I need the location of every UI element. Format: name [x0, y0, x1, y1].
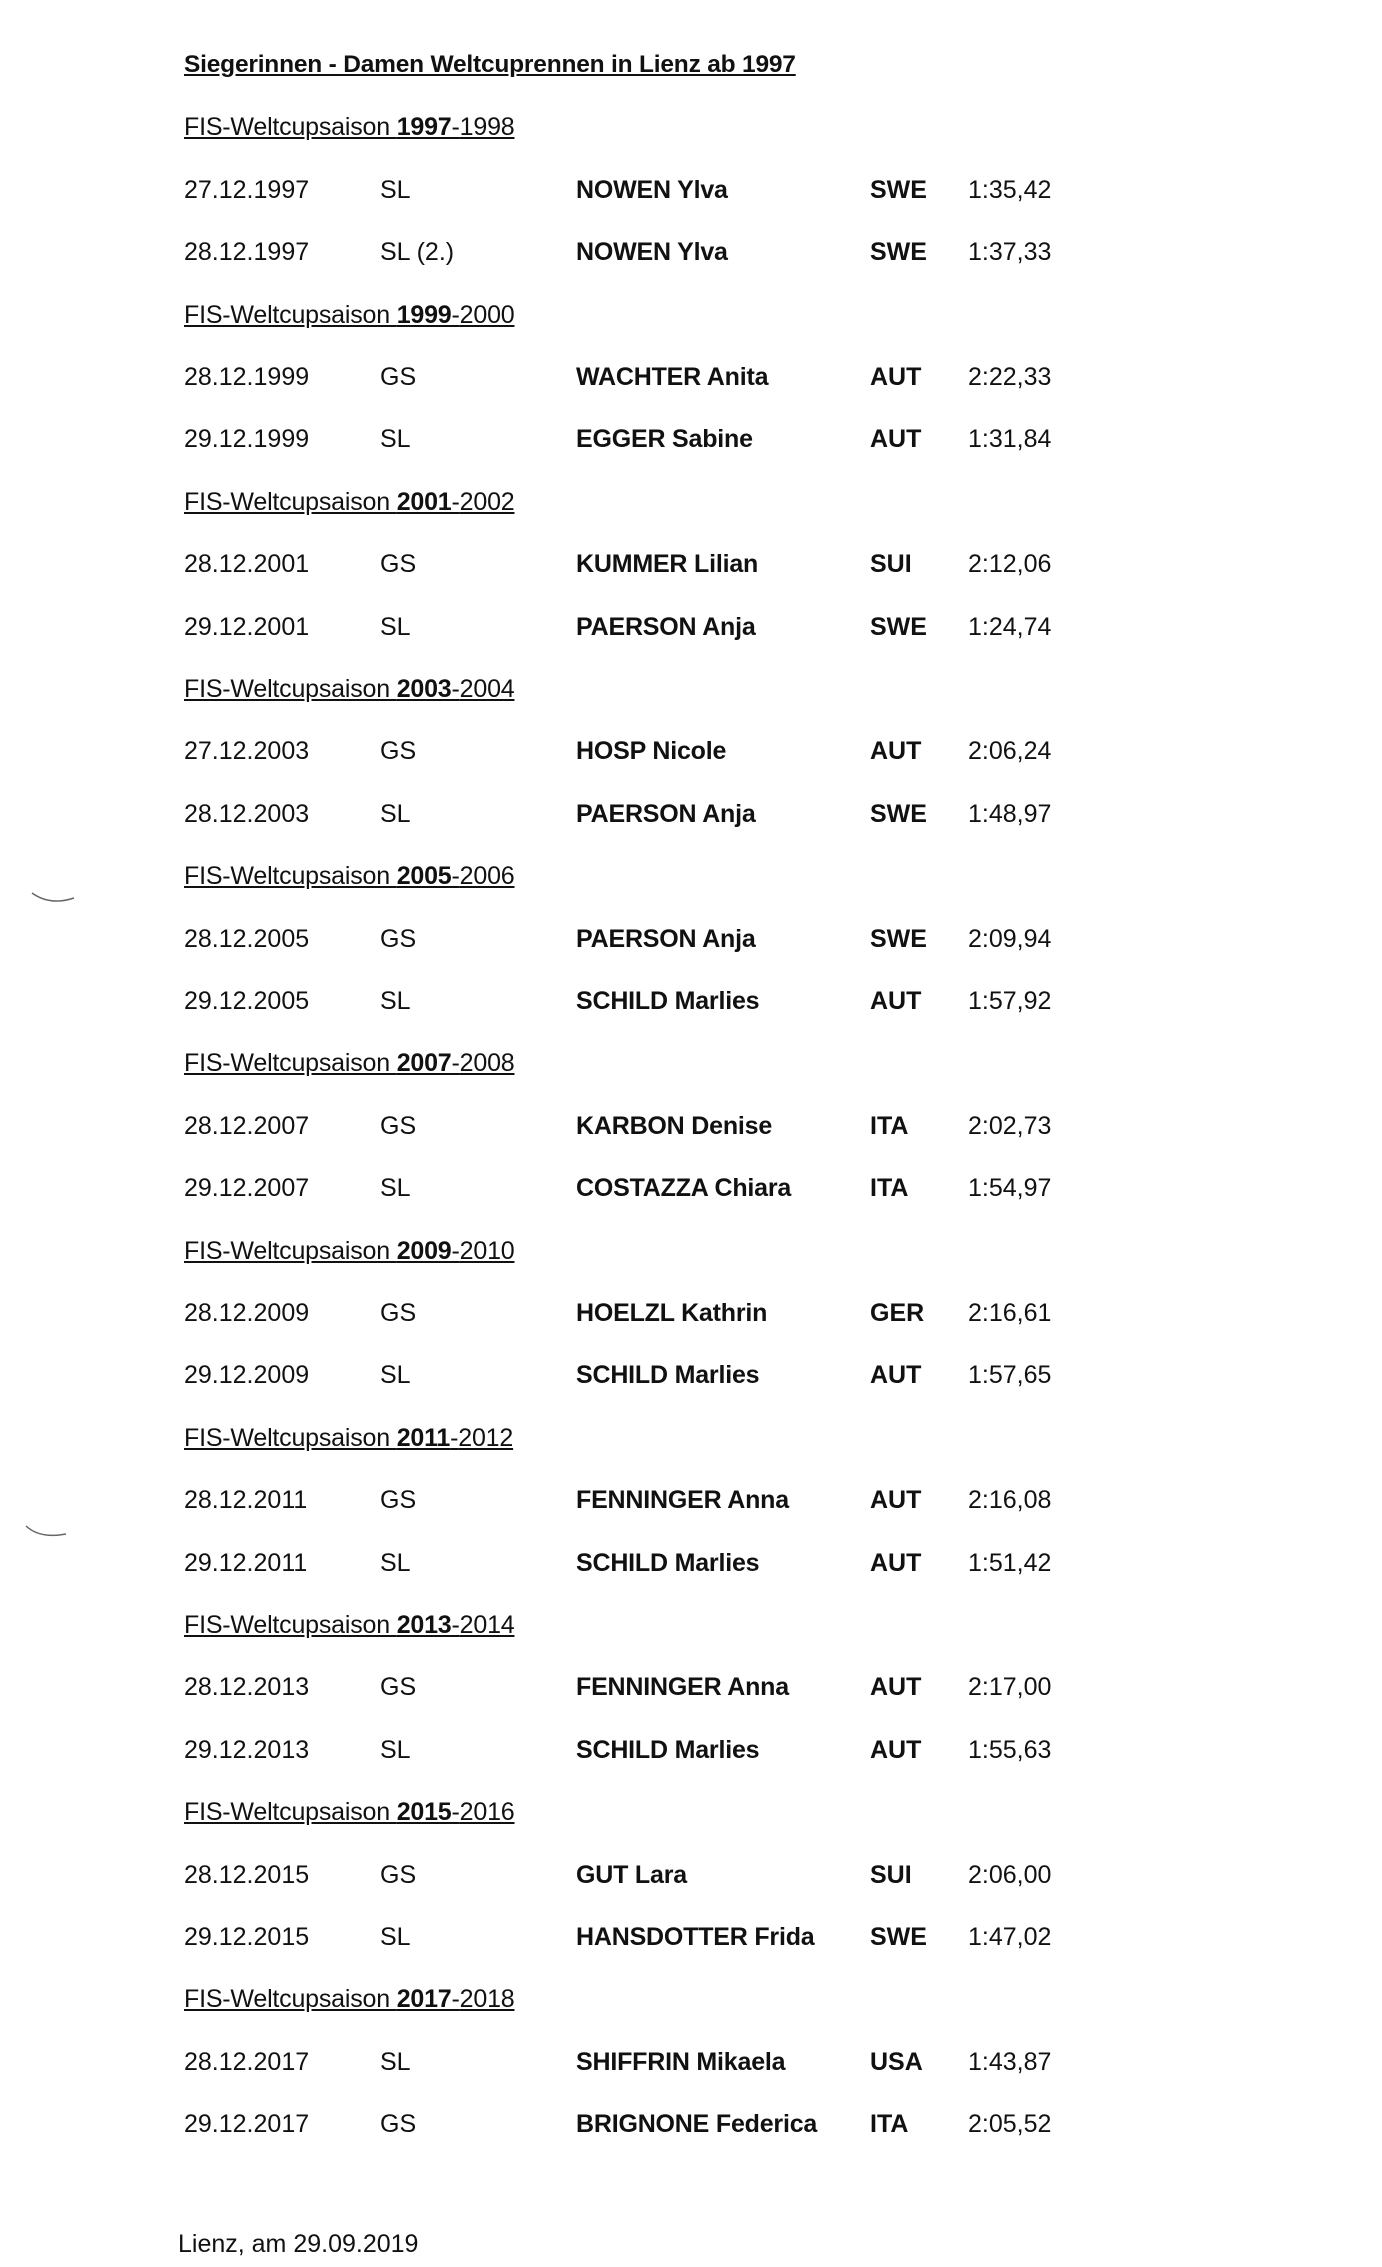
- race-discipline: GS: [380, 363, 417, 391]
- winner-nation: AUT: [870, 1486, 922, 1515]
- result-row: [0, 159, 1382, 221]
- race-date: 29.12.2011: [184, 1548, 308, 1577]
- season-year-start: 2009: [396, 1236, 452, 1265]
- season-separator: -: [451, 1049, 460, 1078]
- race-date: 29.12.1999: [184, 425, 310, 454]
- season-heading: [184, 96, 514, 158]
- winner-name: KARBON Denise: [576, 1111, 773, 1140]
- season-year-start: 2003: [396, 675, 452, 703]
- race-discipline: SL (2.): [380, 238, 455, 267]
- race-discipline: SL: [380, 1923, 411, 1951]
- season-separator: -: [451, 487, 460, 516]
- winner-name: SCHILD Marlies: [576, 1735, 760, 1764]
- race-date: 29.12.2007: [184, 1174, 310, 1203]
- result-row: [0, 533, 1382, 595]
- season-year-end: 2008: [459, 1049, 515, 1078]
- winner-nation: AUT: [870, 1735, 922, 1764]
- winner-nation: SWE: [870, 799, 927, 828]
- winning-time: 1:31,84: [968, 425, 1052, 454]
- season-year-end: 2004: [459, 675, 515, 703]
- winner-name: HOSP Nicole: [576, 737, 727, 766]
- result-row: [0, 720, 1382, 782]
- race-discipline: GS: [380, 1486, 417, 1515]
- season-year-start: 2011: [396, 1423, 451, 1452]
- race-discipline: GS: [380, 1111, 417, 1140]
- season-year-end: 2018: [459, 1985, 515, 2014]
- winning-time: 1:54,97: [968, 1174, 1052, 1203]
- result-row: [0, 1656, 1382, 1718]
- race-discipline: SL: [380, 1361, 411, 1390]
- result-row: [0, 346, 1382, 408]
- winner-nation: AUT: [870, 1548, 922, 1577]
- race-date: 28.12.2007: [184, 1111, 310, 1140]
- result-row: [0, 908, 1382, 970]
- race-discipline: GS: [380, 1860, 417, 1889]
- winner-nation: AUT: [870, 737, 922, 766]
- result-row: [0, 221, 1382, 283]
- result-row: [0, 1095, 1382, 1157]
- race-discipline: GS: [380, 550, 417, 579]
- race-discipline: SL: [380, 1735, 411, 1764]
- document-title: Siegerinnen - Damen Weltcuprennen in Lienz ab 1997: [184, 51, 796, 78]
- scan-mark: [30, 890, 78, 906]
- race-date: 29.12.2001: [184, 612, 310, 641]
- season-year-end: 2012: [458, 1423, 514, 1452]
- season-separator: -: [451, 1611, 460, 1639]
- season-prefix: FIS-Weltcupsaison: [184, 675, 397, 703]
- winner-name: NOWEN Ylva: [576, 238, 728, 267]
- season-prefix: FIS-Weltcupsaison: [184, 1236, 397, 1265]
- season-year-start: 2015: [396, 1798, 452, 1827]
- season-year-end: 2006: [459, 862, 515, 891]
- result-row: [0, 1844, 1382, 1906]
- result-row: [0, 408, 1382, 470]
- season-year-end: 2002: [459, 487, 515, 516]
- winner-nation: ITA: [870, 1174, 909, 1203]
- season-separator: -: [451, 1985, 460, 2014]
- season-year-start: 1999: [396, 300, 452, 329]
- race-discipline: GS: [380, 1673, 417, 1702]
- winner-nation: SWE: [870, 1923, 927, 1951]
- season-separator: -: [451, 113, 460, 142]
- season-year-start: 2005: [396, 862, 452, 891]
- season-year-end: 2016: [459, 1798, 515, 1827]
- season-separator: -: [451, 862, 460, 891]
- winner-nation: SUI: [870, 1860, 912, 1889]
- race-date: 28.12.1999: [184, 363, 310, 391]
- result-row: [0, 970, 1382, 1032]
- result-row: [0, 1532, 1382, 1594]
- season-prefix: FIS-Weltcupsaison: [184, 1798, 397, 1827]
- winner-nation: USA: [870, 2047, 923, 2076]
- season-heading: [184, 1032, 514, 1094]
- winner-nation: SWE: [870, 612, 927, 641]
- season-prefix: FIS-Weltcupsaison: [184, 1985, 397, 2014]
- winner-name: HOELZL Kathrin: [576, 1299, 768, 1327]
- winning-time: 1:47,02: [968, 1923, 1052, 1951]
- winning-time: 2:12,06: [968, 550, 1052, 579]
- winner-name: EGGER Sabine: [576, 425, 753, 454]
- season-separator: -: [451, 300, 460, 329]
- season-year-start: 1997: [396, 113, 452, 142]
- race-date: 29.12.2013: [184, 1735, 310, 1764]
- race-discipline: SL: [380, 425, 411, 454]
- winning-time: 2:17,00: [968, 1673, 1052, 1702]
- winner-name: SCHILD Marlies: [576, 1361, 760, 1390]
- result-row: [0, 1719, 1382, 1781]
- race-date: 27.12.1997: [184, 175, 310, 204]
- race-discipline: GS: [380, 737, 417, 766]
- winning-time: 2:09,94: [968, 924, 1052, 953]
- race-discipline: GS: [380, 924, 417, 953]
- winning-time: 1:51,42: [968, 1548, 1052, 1577]
- season-heading: [184, 658, 514, 720]
- result-row: [0, 783, 1382, 845]
- race-date: 28.12.2017: [184, 2047, 310, 2076]
- race-discipline: SL: [380, 612, 411, 641]
- winning-time: 2:02,73: [968, 1111, 1052, 1140]
- winner-name: SCHILD Marlies: [576, 987, 760, 1015]
- winning-time: 1:57,92: [968, 987, 1052, 1015]
- season-prefix: FIS-Weltcupsaison: [184, 300, 397, 329]
- race-discipline: SL: [380, 1548, 411, 1577]
- winner-nation: AUT: [870, 1673, 922, 1702]
- winner-name: PAERSON Anja: [576, 924, 756, 953]
- race-date: 28.12.2009: [184, 1299, 310, 1327]
- winner-nation: ITA: [870, 1111, 909, 1140]
- season-heading: [184, 1781, 514, 1843]
- season-year-end: 2000: [459, 300, 515, 329]
- race-date: 27.12.2003: [184, 737, 310, 766]
- winner-nation: SWE: [870, 175, 927, 204]
- season-prefix: FIS-Weltcupsaison: [184, 113, 397, 142]
- season-heading: [184, 1968, 514, 2030]
- winner-name: BRIGNONE Federica: [576, 2110, 818, 2139]
- race-discipline: GS: [380, 2110, 417, 2139]
- race-date: 29.12.2015: [184, 1923, 310, 1951]
- season-year-end: 2014: [459, 1611, 515, 1639]
- race-discipline: SL: [380, 2047, 411, 2076]
- winning-time: 1:55,63: [968, 1735, 1052, 1764]
- season-heading: [184, 471, 514, 533]
- winner-name: PAERSON Anja: [576, 612, 756, 641]
- result-row: [0, 1157, 1382, 1219]
- race-date: 28.12.2001: [184, 550, 310, 579]
- season-year-start: 2017: [396, 1985, 452, 2014]
- season-heading: [184, 284, 514, 346]
- winner-nation: SWE: [870, 924, 927, 953]
- race-date: 29.12.2009: [184, 1361, 310, 1390]
- winner-nation: AUT: [870, 425, 922, 454]
- race-discipline: SL: [380, 175, 411, 204]
- season-heading: [184, 845, 514, 907]
- winner-name: NOWEN Ylva: [576, 175, 728, 204]
- result-row: [0, 2093, 1382, 2155]
- season-year-end: 2010: [459, 1236, 515, 1265]
- season-separator: -: [451, 675, 460, 703]
- winning-time: 1:43,87: [968, 2047, 1052, 2076]
- winning-time: 2:05,52: [968, 2110, 1052, 2139]
- winner-nation: ITA: [870, 2110, 909, 2139]
- season-prefix: FIS-Weltcupsaison: [184, 1423, 397, 1452]
- season-separator: -: [451, 1236, 460, 1265]
- season-year-start: 2007: [396, 1049, 452, 1078]
- winning-time: 2:16,08: [968, 1486, 1052, 1515]
- race-discipline: SL: [380, 1174, 411, 1203]
- season-separator: -: [451, 1798, 460, 1827]
- winner-name: FENNINGER Anna: [576, 1673, 789, 1702]
- season-year-start: 2001: [396, 487, 452, 516]
- winning-time: 2:06,00: [968, 1860, 1052, 1889]
- winning-time: 1:24,74: [968, 612, 1052, 641]
- result-row: [0, 1906, 1382, 1968]
- race-date: 28.12.2003: [184, 799, 310, 828]
- winner-name: SCHILD Marlies: [576, 1548, 760, 1577]
- winner-nation: SWE: [870, 238, 927, 267]
- winning-time: 2:16,61: [968, 1299, 1052, 1327]
- race-date: 28.12.2011: [184, 1486, 308, 1515]
- result-row: [0, 2031, 1382, 2093]
- race-date: 29.12.2017: [184, 2110, 310, 2139]
- document-footer: Lienz, am 29.09.2019: [178, 2230, 419, 2258]
- season-separator: -: [450, 1423, 459, 1452]
- winner-nation: AUT: [870, 987, 922, 1015]
- race-discipline: SL: [380, 987, 411, 1015]
- winner-name: GUT Lara: [576, 1860, 687, 1889]
- winning-time: 2:06,24: [968, 737, 1052, 766]
- race-date: 28.12.2013: [184, 1673, 310, 1702]
- winning-time: 1:48,97: [968, 799, 1052, 828]
- season-year-end: 1998: [459, 113, 515, 142]
- race-discipline: GS: [380, 1299, 417, 1327]
- season-year-start: 2013: [396, 1611, 452, 1639]
- result-row: [0, 1344, 1382, 1406]
- winner-nation: AUT: [870, 363, 922, 391]
- winner-name: HANSDOTTER Frida: [576, 1923, 815, 1951]
- winner-nation: SUI: [870, 550, 912, 579]
- season-prefix: FIS-Weltcupsaison: [184, 487, 397, 516]
- winning-time: 1:57,65: [968, 1361, 1052, 1390]
- winning-time: 1:35,42: [968, 175, 1052, 204]
- season-prefix: FIS-Weltcupsaison: [184, 1611, 397, 1639]
- result-row: [0, 1282, 1382, 1344]
- winning-time: 2:22,33: [968, 363, 1052, 391]
- season-prefix: FIS-Weltcupsaison: [184, 1049, 397, 1078]
- winner-name: SHIFFRIN Mikaela: [576, 2047, 786, 2076]
- winner-name: FENNINGER Anna: [576, 1486, 789, 1515]
- winner-name: PAERSON Anja: [576, 799, 756, 828]
- race-date: 28.12.2005: [184, 924, 310, 953]
- race-date: 28.12.2015: [184, 1860, 310, 1889]
- result-row: [0, 596, 1382, 658]
- race-date: 28.12.1997: [184, 238, 310, 267]
- race-discipline: SL: [380, 799, 411, 828]
- season-heading: [184, 1594, 514, 1656]
- race-date: 29.12.2005: [184, 987, 310, 1015]
- winner-nation: GER: [870, 1299, 925, 1327]
- season-heading: [184, 1407, 513, 1469]
- winner-name: COSTAZZA Chiara: [576, 1174, 792, 1203]
- winner-nation: AUT: [870, 1361, 922, 1390]
- season-prefix: FIS-Weltcupsaison: [184, 862, 397, 891]
- winning-time: 1:37,33: [968, 238, 1052, 267]
- winner-name: KUMMER Lilian: [576, 550, 759, 579]
- result-row: [0, 1469, 1382, 1531]
- winner-name: WACHTER Anita: [576, 363, 769, 391]
- season-heading: [184, 1220, 514, 1282]
